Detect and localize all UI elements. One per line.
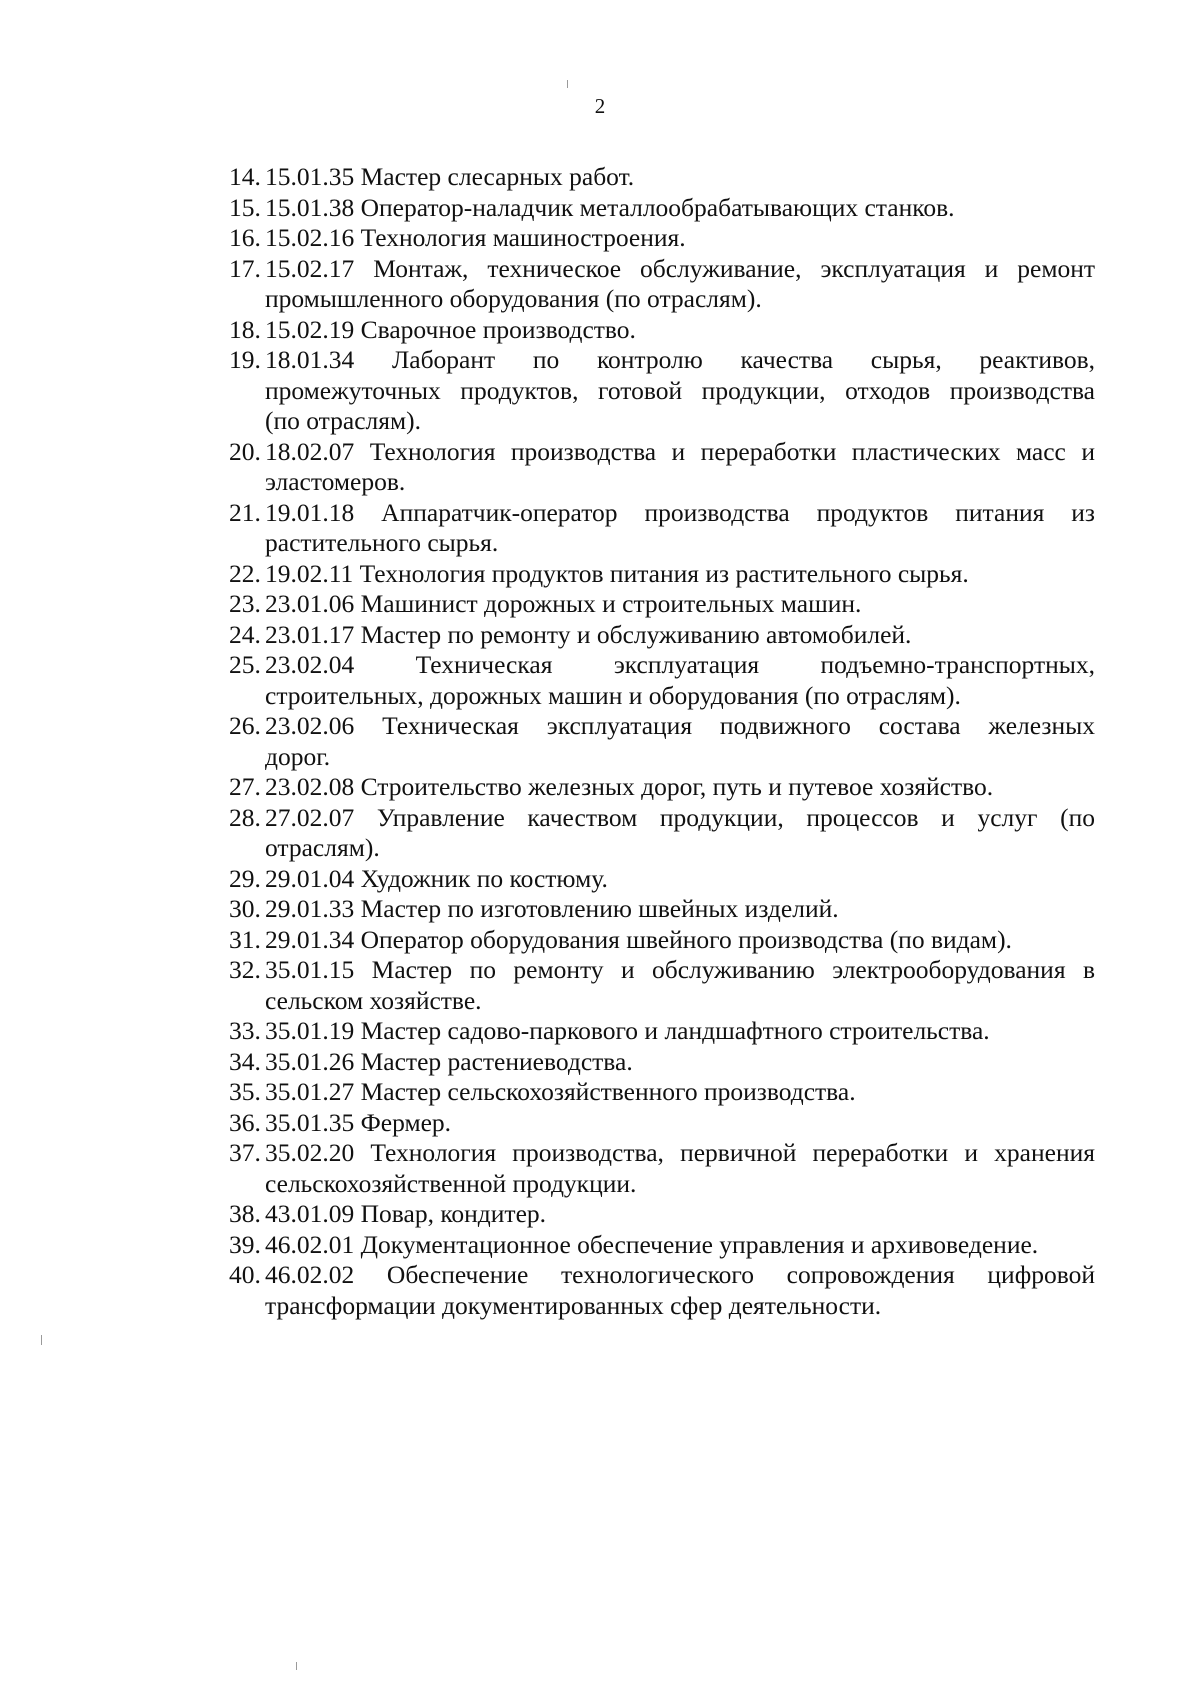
item-number: 28. bbox=[229, 802, 261, 832]
item-text bbox=[263, 315, 1095, 346]
item-number: 23. bbox=[229, 589, 261, 618]
item-number: 33. bbox=[229, 1016, 261, 1045]
item-text bbox=[263, 772, 1095, 803]
item-line: 35.01.27 Мастер сельскохозяйственного производства. bbox=[265, 1077, 856, 1106]
list-item bbox=[229, 1047, 1095, 1078]
list-item bbox=[229, 1260, 1095, 1321]
scan-speck bbox=[567, 80, 568, 88]
item-number: 20. bbox=[229, 436, 261, 466]
item-number: 22. bbox=[229, 558, 261, 588]
item-line: 23.02.08 Строительство железных дорог, путь и путевое хозяйство. bbox=[265, 772, 994, 801]
list-item bbox=[229, 162, 1095, 193]
item-number: 39. bbox=[229, 1229, 261, 1259]
item-line: трансформации документированных сфер деятельности. bbox=[265, 1290, 882, 1320]
item-number: 18. bbox=[229, 314, 261, 344]
item-line: 19.02.11 Технология продуктов питания из растительного сырья. bbox=[265, 558, 969, 588]
item-text bbox=[263, 650, 1095, 711]
list-item bbox=[229, 620, 1095, 651]
item-number: 32. bbox=[229, 955, 261, 984]
item-line: 29.01.34 Оператор оборудования швейного производства (по видам). bbox=[265, 924, 1012, 954]
scan-speck bbox=[296, 1662, 297, 1670]
item-line: строительных, дорожных машин и оборудования (по отраслям). bbox=[265, 680, 961, 710]
item-line: 29.01.33 Мастер по изготовлению швейных изделий. bbox=[265, 894, 839, 923]
list-item bbox=[229, 925, 1095, 956]
list-item bbox=[229, 437, 1095, 498]
item-number: 15. bbox=[229, 192, 261, 222]
item-text bbox=[263, 1108, 1095, 1139]
list-item bbox=[229, 894, 1095, 925]
item-line: 23.02.06 Техническая эксплуатация подвижного состава железных bbox=[265, 711, 1095, 740]
item-text bbox=[263, 1199, 1095, 1230]
list-item bbox=[229, 1230, 1095, 1261]
item-line: 15.02.16 Технология машиностроения. bbox=[265, 223, 686, 252]
item-line: промежуточных продуктов, готовой продукции, отходов производства bbox=[265, 375, 1095, 405]
list-item bbox=[229, 772, 1095, 803]
list-item bbox=[229, 1016, 1095, 1047]
list-item bbox=[229, 650, 1095, 711]
item-number: 27. bbox=[229, 772, 261, 801]
item-line: 23.01.06 Машинист дорожных и строительных машин. bbox=[265, 589, 862, 618]
list-item bbox=[229, 589, 1095, 620]
item-text bbox=[263, 254, 1095, 315]
item-text bbox=[263, 1077, 1095, 1108]
item-text bbox=[263, 1138, 1095, 1199]
item-number: 36. bbox=[229, 1107, 261, 1137]
item-text bbox=[263, 1047, 1095, 1078]
item-line: 15.02.17 Монтаж, техническое обслуживание, эксплуатация и ремонт bbox=[265, 253, 1095, 283]
item-line: 35.01.19 Мастер садово-паркового и ландшафтного строительства. bbox=[265, 1016, 990, 1045]
item-number: 25. bbox=[229, 650, 261, 679]
item-line: 35.01.35 Фермер. bbox=[265, 1107, 452, 1137]
list-item bbox=[229, 803, 1095, 864]
item-number: 34. bbox=[229, 1046, 261, 1076]
item-line: 35.01.26 Мастер растениеводства. bbox=[265, 1046, 633, 1076]
item-number: 40. bbox=[229, 1260, 261, 1289]
item-text bbox=[263, 1260, 1095, 1321]
item-text bbox=[263, 955, 1095, 1016]
item-number: 17. bbox=[229, 253, 261, 283]
item-number: 29. bbox=[229, 863, 261, 893]
list-item bbox=[229, 955, 1095, 1016]
list-item bbox=[229, 498, 1095, 559]
list-item bbox=[229, 1138, 1095, 1199]
item-text bbox=[263, 803, 1095, 864]
item-number: 30. bbox=[229, 894, 261, 923]
item-number: 35. bbox=[229, 1077, 261, 1106]
item-line: 43.01.09 Повар, кондитер. bbox=[265, 1199, 547, 1228]
item-number: 14. bbox=[229, 162, 261, 191]
item-line: 46.02.01 Документационное обеспечение управления и архивоведение. bbox=[265, 1229, 1039, 1259]
item-line: 18.02.07 Технология производства и переработки пластических масс и bbox=[265, 436, 1095, 466]
item-line: 35.02.20 Технология производства, первичной переработки и хранения bbox=[265, 1138, 1095, 1167]
item-line: 15.01.35 Мастер слесарных работ. bbox=[265, 162, 635, 191]
item-text bbox=[263, 223, 1095, 254]
item-line: 15.01.38 Оператор-наладчик металлообрабатывающих станков. bbox=[265, 192, 955, 222]
item-number: 37. bbox=[229, 1138, 261, 1167]
list-item bbox=[229, 254, 1095, 315]
list-item bbox=[229, 864, 1095, 895]
list-item bbox=[229, 1199, 1095, 1230]
item-line: 23.02.04 Техническая эксплуатация подъемно-транспортных, bbox=[265, 650, 1095, 679]
item-number: 19. bbox=[229, 345, 261, 374]
item-line: 18.01.34 Лаборант по контролю качества сырья, реактивов, bbox=[265, 345, 1095, 374]
list-item bbox=[229, 223, 1095, 254]
item-line: растительного сырья. bbox=[265, 528, 499, 557]
item-text bbox=[263, 711, 1095, 772]
item-line: эластомеров. bbox=[265, 467, 406, 496]
item-text bbox=[263, 925, 1095, 956]
item-number: 38. bbox=[229, 1199, 261, 1228]
item-number: 21. bbox=[229, 497, 261, 527]
page-number: 2 bbox=[594, 94, 606, 118]
item-line: 19.01.18 Аппаратчик-оператор производства продуктов питания из bbox=[265, 497, 1095, 527]
list-item bbox=[229, 559, 1095, 590]
item-line: (по отраслям). bbox=[265, 406, 421, 435]
item-text bbox=[263, 894, 1095, 925]
item-text bbox=[263, 559, 1095, 590]
item-line: сельскохозяйственной продукции. bbox=[265, 1168, 637, 1198]
item-text bbox=[263, 437, 1095, 498]
item-line: сельском хозяйстве. bbox=[265, 985, 482, 1015]
item-number: 31. bbox=[229, 924, 261, 954]
item-text bbox=[263, 1230, 1095, 1261]
specialty-list bbox=[229, 162, 1095, 1321]
item-text bbox=[263, 864, 1095, 895]
item-text bbox=[263, 620, 1095, 651]
list-item bbox=[229, 345, 1095, 437]
list-item bbox=[229, 193, 1095, 224]
item-number: 26. bbox=[229, 711, 261, 740]
item-line: 23.01.17 Мастер по ремонту и обслуживанию автомобилей. bbox=[265, 619, 912, 649]
scan-speck bbox=[41, 1335, 42, 1345]
item-line: 15.02.19 Сварочное производство. bbox=[265, 314, 636, 344]
item-line: 35.01.15 Мастер по ремонту и обслуживанию электрооборудования в bbox=[265, 955, 1095, 984]
item-line: 46.02.02 Обеспечение технологического сопровождения цифровой bbox=[265, 1260, 1095, 1289]
item-text bbox=[263, 589, 1095, 620]
item-text bbox=[263, 193, 1095, 224]
item-text bbox=[263, 498, 1095, 559]
list-item bbox=[229, 1108, 1095, 1139]
item-number: 24. bbox=[229, 619, 261, 649]
item-text bbox=[263, 1016, 1095, 1047]
list-item bbox=[229, 711, 1095, 772]
item-line: 29.01.04 Художник по костюму. bbox=[265, 863, 608, 893]
item-text bbox=[263, 162, 1095, 193]
list-item bbox=[229, 315, 1095, 346]
item-line: 27.02.07 Управление качеством продукции, процессов и услуг (по bbox=[265, 802, 1095, 832]
item-text bbox=[263, 345, 1095, 437]
item-line: промышленного оборудования (по отраслям). bbox=[265, 284, 762, 313]
list-item bbox=[229, 1077, 1095, 1108]
item-number: 16. bbox=[229, 223, 261, 252]
item-line: дорог. bbox=[265, 741, 331, 771]
item-line: отраслям). bbox=[265, 833, 380, 862]
